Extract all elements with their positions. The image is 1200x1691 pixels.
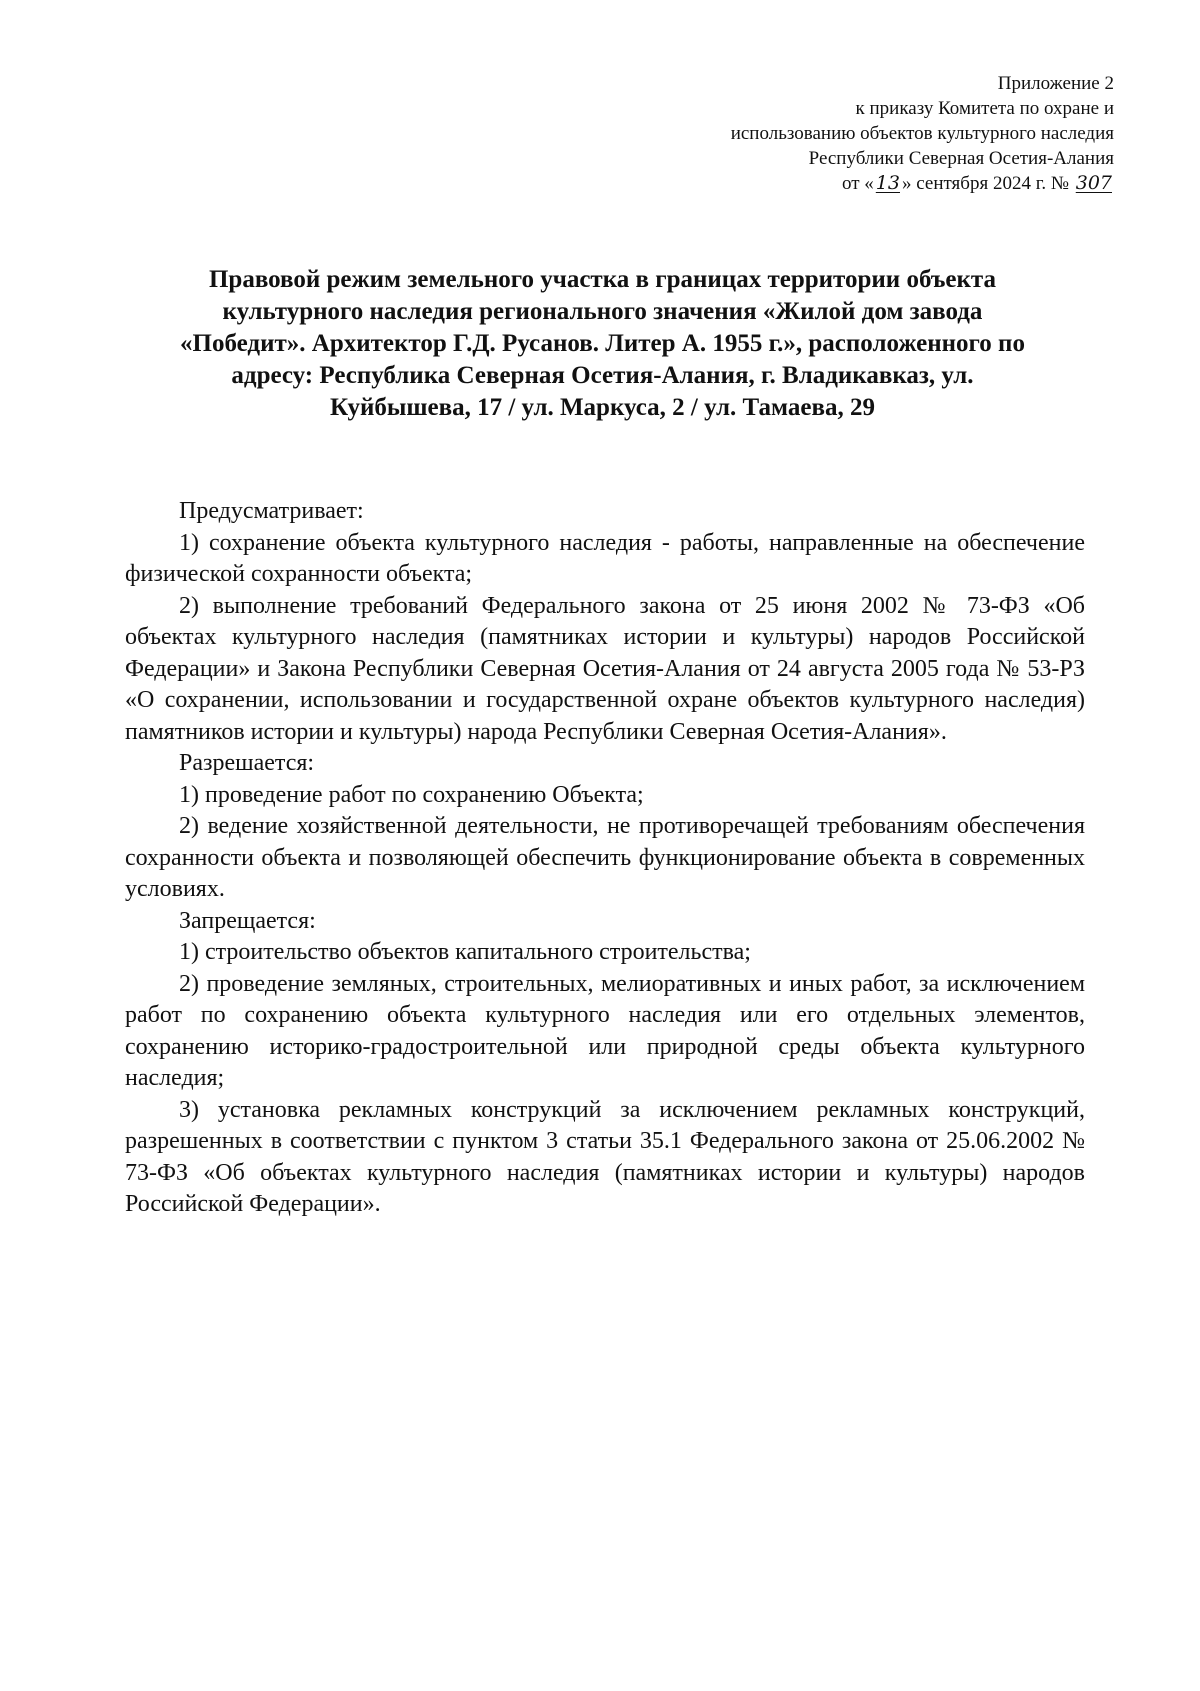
appendix-label: Приложение 2	[997, 73, 1114, 94]
handwritten-order-number: 307	[1075, 172, 1112, 194]
title-line-1: Правовой режим земельного участка в границах территории объекта	[208, 266, 996, 293]
document-title	[120, 264, 1085, 424]
prohibited-heading: Запрещается:	[179, 907, 316, 934]
title-line-3: «Победит». Архитектор Г.Д. Русанов. Литер А. 1955 г.», расположенного по	[180, 330, 1025, 357]
allowed-item: 1) проведение работ по сохранению Объекта;	[179, 781, 644, 808]
provides-item: 1) сохранение объекта культурного наследия - работы, направленные на обеспечение физической сохранности объекта;	[125, 529, 1085, 587]
provides-item: 2) выполнение требований Федерального закона от 25 июня 2002 № 73-ФЗ «Об объектах культурного наследия (памятниках истории и культуры) народов Российской Федерации» и Закона Республики Северная Осетия-Алания от 24 августа 2005 года № 53-РЗ «О сохранении, использовании и государственной охране объектов культурного наследия) памятников истории и культуры) народа Республики Северная Осетия-Алания».	[125, 592, 1085, 745]
appendix-date-line	[594, 171, 1114, 196]
provides-heading: Предусматривает:	[179, 498, 364, 524]
allowed-heading: Разрешается:	[179, 750, 315, 776]
appendix-committee: использованию объектов культурного наследия	[730, 123, 1114, 144]
allowed-item: 2) ведение хозяйственной деятельности, не противоречащей требованиям обеспечения сохранности объекта и позволяющей обеспечить функционирование объекта в современных условиях.	[125, 813, 1085, 902]
appendix-order-ref: к приказу Комитета по охране и	[855, 98, 1114, 119]
handwritten-day: 13	[875, 172, 900, 194]
title-line-2: культурного наследия регионального значения «Жилой дом завода	[222, 298, 983, 325]
title-line-4: адресу: Республика Северная Осетия-Алания, г. Владикавказ, ул.	[231, 362, 974, 389]
prohibited-item: 2) проведение земляных, строительных, мелиоративных и иных работ, за исключением работ по сохранению объекта культурного наследия или его отдельных элементов, сохранению историко-градостроительной или природной среды объекта культурного наследия;	[125, 970, 1085, 1091]
appendix-republic: Республики Северная Осетия-Алания	[808, 148, 1114, 169]
date-prefix: от «	[841, 173, 874, 194]
appendix-header	[594, 71, 1114, 196]
document-body	[125, 496, 1085, 1221]
title-line-5: Куйбышева, 17 / ул. Маркуса, 2 / ул. Тамаева, 29	[329, 394, 876, 421]
prohibited-item: 3) установка рекламных конструкций за исключением рекламных конструкций, разрешенных в соответствии с пунктом 3 статьи 35.1 Федерального закона от 25.06.2002 № 73-ФЗ «Об объектах культурного наследия (памятниках истории и культуры) народов Российской Федерации».	[125, 1096, 1085, 1217]
prohibited-item: 1) строительство объектов капитального строительства;	[179, 939, 751, 965]
date-middle: » сентября 2024 г. №	[901, 173, 1069, 194]
